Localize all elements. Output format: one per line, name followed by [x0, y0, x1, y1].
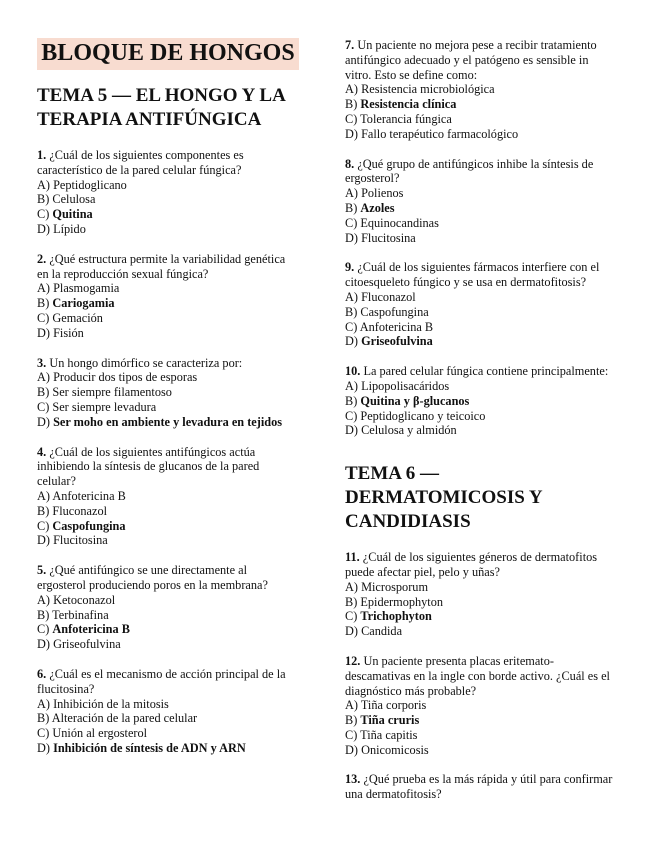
option-letter: D) — [345, 230, 358, 245]
question-list-right-a — [345, 38, 615, 438]
answer-option-correct — [37, 296, 299, 311]
answer-option — [345, 112, 615, 127]
option-text: Plasmogamia — [53, 281, 120, 296]
option-letter: C) — [37, 207, 50, 222]
block-banner: BLOQUE DE HONGOS — [37, 38, 299, 70]
question-text: ¿Cuál es el mecanismo de acción principal de la flucitosina? — [37, 666, 286, 696]
option-text: Ser siempre filamentoso — [52, 385, 172, 400]
option-letter: B) — [37, 296, 50, 311]
question-stem — [37, 445, 299, 489]
option-letter: B) — [345, 200, 358, 215]
answer-option — [345, 728, 615, 743]
option-letter: A) — [37, 281, 50, 296]
section-title-tema-5: TEMA 5 — EL HONGO Y LA TERAPIA ANTIFÚNGICA — [37, 85, 285, 130]
answer-option — [345, 231, 615, 246]
question-number: 3. — [37, 355, 47, 370]
option-text: Griseofulvina — [53, 637, 121, 652]
option-letter: B) — [37, 607, 50, 622]
option-letter: D) — [345, 334, 358, 349]
answer-option — [37, 385, 299, 400]
option-letter: C) — [37, 399, 50, 414]
answer-option — [345, 409, 615, 424]
option-text: Flucitosina — [361, 230, 416, 245]
option-letter: A) — [37, 592, 50, 607]
question-stem — [345, 772, 615, 802]
option-letter: A) — [345, 82, 358, 97]
option-text: Tiña capitis — [360, 727, 418, 742]
option-text: Peptidoglicano y teicoico — [360, 408, 486, 423]
question-block — [345, 260, 615, 349]
answer-option — [37, 326, 299, 341]
option-text: Lípido — [53, 221, 86, 236]
option-letter: B) — [37, 385, 50, 400]
option-letter: C) — [345, 319, 358, 334]
option-letter: D) — [37, 325, 50, 340]
option-letter: A) — [345, 186, 358, 201]
question-block — [345, 550, 615, 639]
question-text: Un paciente no mejora pese a recibir tratamiento antifúngico adecuado y el patógeno es sensible in vitro. Esto se define como: — [345, 38, 597, 82]
option-text: Fluconazol — [361, 289, 416, 304]
question-stem — [345, 654, 615, 698]
option-letter: A) — [345, 579, 358, 594]
option-letter: D) — [37, 740, 50, 755]
option-text: Anfotericina B — [359, 319, 434, 334]
option-letter: A) — [37, 177, 50, 192]
answer-option — [345, 743, 615, 758]
question-stem — [37, 356, 299, 371]
answer-option — [345, 216, 615, 231]
option-text: Microsporum — [361, 579, 429, 594]
answer-option-correct — [37, 415, 299, 430]
answer-option — [345, 698, 615, 713]
question-number: 1. — [37, 148, 47, 162]
answer-option — [37, 178, 299, 193]
option-text: Azoles — [360, 200, 395, 215]
option-text: Celulosa — [52, 192, 96, 207]
question-stem — [345, 550, 615, 580]
question-text: Un paciente presenta placas eritemato-descamativas en la ingle con borde activo. ¿Cuál es el diagnóstico más probable? — [345, 653, 610, 698]
question-text: ¿Cuál de los siguientes antifúngicos actúa inhibiendo la síntesis de glucanos de la pared celular? — [37, 444, 260, 489]
question-text: ¿Qué grupo de antifúngicos inhibe la síntesis de ergosterol? — [345, 156, 594, 186]
answer-option — [37, 311, 299, 326]
option-text: Anfotericina B — [52, 622, 130, 637]
option-text: Cariogamia — [52, 296, 115, 311]
answer-option — [37, 711, 299, 726]
option-text: Fisión — [53, 325, 84, 340]
option-text: Quitina y β-glucanos — [360, 393, 470, 408]
option-letter: D) — [345, 742, 358, 757]
option-text: Onicomicosis — [361, 742, 429, 757]
option-letter: C) — [345, 215, 358, 230]
option-letter: D) — [345, 423, 358, 438]
question-number: 9. — [345, 260, 355, 275]
answer-option — [345, 320, 615, 335]
question-stem — [345, 260, 615, 290]
option-text: Trichophyton — [360, 609, 432, 624]
option-text: Alteración de la pared celular — [51, 711, 198, 726]
question-block — [37, 356, 299, 430]
option-text: Peptidoglicano — [53, 177, 127, 192]
answer-option — [345, 379, 615, 394]
option-letter: A) — [345, 289, 358, 304]
question-stem — [345, 157, 615, 187]
question-block — [37, 252, 299, 341]
option-letter: B) — [345, 304, 358, 319]
option-letter: C) — [37, 726, 50, 741]
option-letter: C) — [345, 408, 358, 423]
answer-option — [37, 726, 299, 741]
option-text: Producir dos tipos de esporas — [53, 370, 198, 385]
question-number: 12. — [345, 653, 361, 668]
answer-option-correct — [345, 394, 615, 409]
option-text: Tiña corporis — [360, 698, 427, 713]
option-text: Equinocandinas — [360, 215, 439, 230]
option-letter: B) — [345, 713, 358, 728]
option-letter: A) — [345, 378, 358, 393]
option-letter: D) — [37, 533, 50, 548]
option-text: Resistencia clínica — [360, 97, 457, 112]
question-text: ¿Cuál de los siguientes componentes es característico de la pared celular fúngica? — [37, 148, 244, 177]
question-number: 8. — [345, 156, 355, 171]
option-letter: A) — [37, 488, 50, 503]
answer-option-correct — [345, 334, 615, 349]
option-text: Flucitosina — [53, 533, 108, 548]
option-letter: C) — [37, 518, 50, 533]
option-letter: B) — [37, 503, 50, 518]
option-text: Terbinafina — [52, 607, 109, 622]
answer-option — [345, 127, 615, 142]
option-letter: B) — [345, 97, 358, 112]
question-block — [37, 563, 299, 652]
answer-option — [37, 504, 299, 519]
answer-option — [37, 400, 299, 415]
question-stem — [37, 667, 299, 697]
option-letter: C) — [37, 622, 50, 637]
answer-option — [345, 423, 615, 438]
answer-option-correct — [345, 201, 615, 216]
answer-option — [37, 192, 299, 207]
question-stem — [37, 148, 299, 178]
answer-option — [37, 533, 299, 548]
question-block — [37, 667, 299, 756]
option-letter: D) — [345, 126, 358, 141]
option-text: Ser moho en ambiente y levadura en tejidos — [53, 414, 283, 429]
question-block — [345, 772, 615, 802]
option-letter: D) — [345, 624, 358, 639]
answer-option-correct — [345, 609, 615, 624]
option-text: Epidermophyton — [360, 594, 444, 609]
question-stem — [37, 563, 299, 593]
question-block — [37, 148, 299, 237]
option-letter: B) — [37, 192, 50, 207]
question-list-right-b — [345, 550, 615, 802]
answer-option — [345, 624, 615, 639]
option-letter: A) — [37, 696, 50, 711]
right-column — [345, 38, 615, 817]
option-text: Fluconazol — [52, 503, 108, 518]
option-letter: B) — [345, 393, 358, 408]
question-text: ¿Cuál de los siguientes géneros de dermatofitos puede afectar piel, pelo y uñas? — [345, 550, 598, 579]
option-text: Caspofungina — [52, 518, 126, 533]
question-text: Un hongo dimórfico se caracteriza por: — [49, 355, 243, 370]
question-text: ¿Qué prueba es la más rápida y útil para confirmar una dermatofitosis? — [345, 772, 613, 802]
question-number: 11. — [345, 550, 360, 565]
option-text: Ketoconazol — [53, 592, 116, 607]
option-text: Polienos — [361, 186, 404, 201]
answer-option — [37, 370, 299, 385]
option-letter: D) — [37, 221, 50, 236]
question-number: 13. — [345, 772, 361, 787]
option-letter: B) — [345, 594, 358, 609]
answer-option-correct — [37, 622, 299, 637]
question-text: ¿Cuál de los siguientes fármacos interfiere con el citoesqueleto fúngico y se usa en dermatofitosis? — [345, 260, 600, 290]
option-letter: C) — [345, 727, 358, 742]
question-stem — [37, 252, 299, 282]
option-text: Quitina — [52, 207, 93, 222]
option-text: Griseofulvina — [361, 334, 433, 349]
option-letter: A) — [37, 370, 50, 385]
option-text: Inhibición de la mitosis — [53, 696, 169, 711]
question-number: 7. — [345, 38, 355, 52]
option-letter: C) — [345, 111, 358, 126]
option-text: Unión al ergosterol — [52, 726, 148, 741]
option-text: Candida — [361, 624, 403, 639]
answer-option — [345, 595, 615, 610]
question-text: ¿Qué estructura permite la variabilidad genética en la reproducción sexual fúngica? — [37, 251, 286, 281]
question-text: ¿Qué antifúngico se une directamente al ergosterol produciendo poros en la membrana? — [37, 563, 268, 592]
question-number: 5. — [37, 563, 47, 578]
option-text: Celulosa y almidón — [361, 423, 457, 438]
option-letter: A) — [345, 698, 358, 713]
answer-option-correct — [37, 519, 299, 534]
question-stem — [345, 38, 615, 82]
option-text: Fallo terapéutico farmacológico — [361, 126, 519, 141]
option-text: Lipopolisacáridos — [361, 378, 450, 393]
question-stem — [345, 364, 615, 379]
answer-option-correct — [345, 713, 615, 728]
answer-option-correct — [37, 207, 299, 222]
section-title-tema-6: TEMA 6 — DERMATOMICOSIS Y CANDIDIASIS — [345, 463, 542, 533]
question-number: 2. — [37, 251, 47, 266]
option-text: Tiña cruris — [360, 713, 420, 728]
answer-option — [345, 186, 615, 201]
option-text: Tolerancia fúngica — [360, 111, 452, 126]
question-block — [345, 654, 615, 758]
answer-option — [37, 489, 299, 504]
answer-option — [345, 580, 615, 595]
option-text: Resistencia microbiológica — [361, 82, 495, 97]
answer-option — [37, 593, 299, 608]
question-number: 10. — [345, 364, 361, 379]
option-letter: D) — [37, 414, 50, 429]
question-text: La pared celular fúngica contiene principalmente: — [363, 364, 609, 379]
option-letter: C) — [345, 609, 358, 624]
answer-option — [345, 305, 615, 320]
option-text: Caspofungina — [360, 304, 429, 319]
answer-option-correct — [345, 97, 615, 112]
question-number: 4. — [37, 444, 47, 459]
answer-option — [345, 290, 615, 305]
option-text: Anfotericina B — [52, 488, 126, 503]
option-letter: B) — [37, 711, 50, 726]
answer-option-correct — [37, 741, 299, 756]
question-list-left — [37, 148, 299, 756]
answer-option — [37, 697, 299, 712]
answer-option — [37, 608, 299, 623]
question-block — [345, 38, 615, 142]
question-block — [37, 445, 299, 549]
option-text: Inhibición de síntesis de ADN y ARN — [53, 740, 246, 755]
answer-option — [37, 281, 299, 296]
option-text: Gemación — [52, 310, 103, 325]
answer-option — [37, 222, 299, 237]
option-letter: D) — [37, 637, 50, 652]
question-block — [345, 364, 615, 438]
option-letter: C) — [37, 310, 50, 325]
question-number: 6. — [37, 666, 47, 681]
left-column — [37, 38, 299, 771]
answer-option — [37, 637, 299, 652]
question-block — [345, 157, 615, 246]
answer-option — [345, 82, 615, 97]
option-text: Ser siempre levadura — [52, 399, 157, 414]
